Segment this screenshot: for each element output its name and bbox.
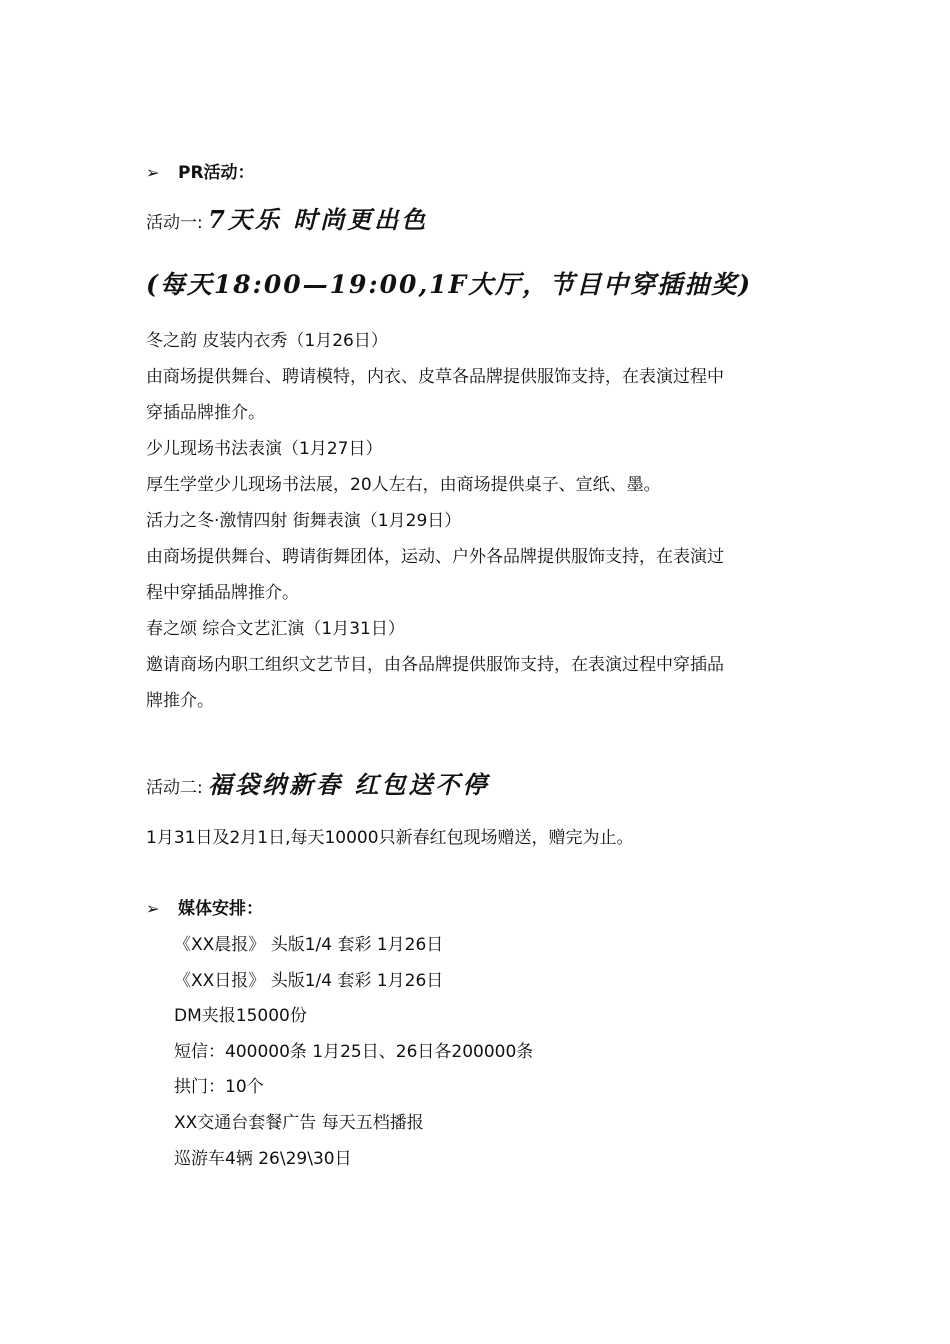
media-item: 《XX晨报》 头版1/4 套彩 1月26日 xyxy=(174,935,444,955)
activity1-subtitle: (每天18:00—19:00,1F大厅，节目中穿插抽奖) xyxy=(146,270,753,299)
activity1-item-title: 春之颂 综合文艺汇演（1月31日） xyxy=(146,619,405,639)
pr-section-heading xyxy=(146,162,255,184)
media-item: 《XX日报》 头版1/4 套彩 1月26日 xyxy=(174,971,444,991)
activity1-item-desc: 由商场提供舞台、聘请街舞团体，运动、户外各品牌提供服饰支持，在表演过 xyxy=(146,547,724,567)
media-heading-text: 媒体安排： xyxy=(178,899,263,919)
media-item: 拱门：10个 xyxy=(174,1077,264,1097)
activity1-item-desc: 厚生学堂少儿现场书法展，20人左右，由商场提供桌子、宣纸、墨。 xyxy=(146,475,661,495)
activity1-label: 活动一: xyxy=(146,213,203,233)
media-item: DM夹报15000份 xyxy=(174,1006,307,1026)
activity1-item-desc: 程中穿插品牌推介。 xyxy=(146,583,299,603)
media-item: XX交通台套餐广告 每天五档播报 xyxy=(174,1113,424,1133)
media-item: 巡游车4辆 26\29\30日 xyxy=(174,1149,352,1169)
arrow-bullet-icon: ➢ xyxy=(146,899,160,918)
activity1-heading xyxy=(146,205,428,238)
activity2-heading xyxy=(146,770,490,803)
activity2-title: 福袋纳新春 红包送不停 xyxy=(208,770,490,799)
activity1-item-title: 少儿现场书法表演（1月27日） xyxy=(146,439,383,459)
activity2-label: 活动二: xyxy=(146,778,203,798)
activity2-desc: 1月31日及2月1日,每天10000只新春红包现场赠送，赠完为止。 xyxy=(146,828,634,848)
activity1-item-desc: 邀请商场内职工组织文艺节目，由各品牌提供服饰支持，在表演过程中穿插品 xyxy=(146,655,724,675)
media-section-heading xyxy=(146,898,263,920)
pr-heading-text: PR活动： xyxy=(178,163,255,183)
activity1-item-title: 活力之冬·激情四射 街舞表演（1月29日） xyxy=(146,511,462,531)
arrow-bullet-icon: ➢ xyxy=(146,163,160,182)
media-item: 短信：400000条 1月25日、26日各200000条 xyxy=(174,1042,534,1062)
activity1-item-desc: 穿插品牌推介。 xyxy=(146,403,265,423)
activity1-item-desc: 牌推介。 xyxy=(146,691,214,711)
activity1-title: 7天乐 时尚更出色 xyxy=(208,205,429,234)
activity1-item-desc: 由商场提供舞台、聘请模特，内衣、皮草各品牌提供服饰支持，在表演过程中 xyxy=(146,367,724,387)
activity1-item-title: 冬之韵 皮装内衣秀（1月26日） xyxy=(146,331,388,351)
